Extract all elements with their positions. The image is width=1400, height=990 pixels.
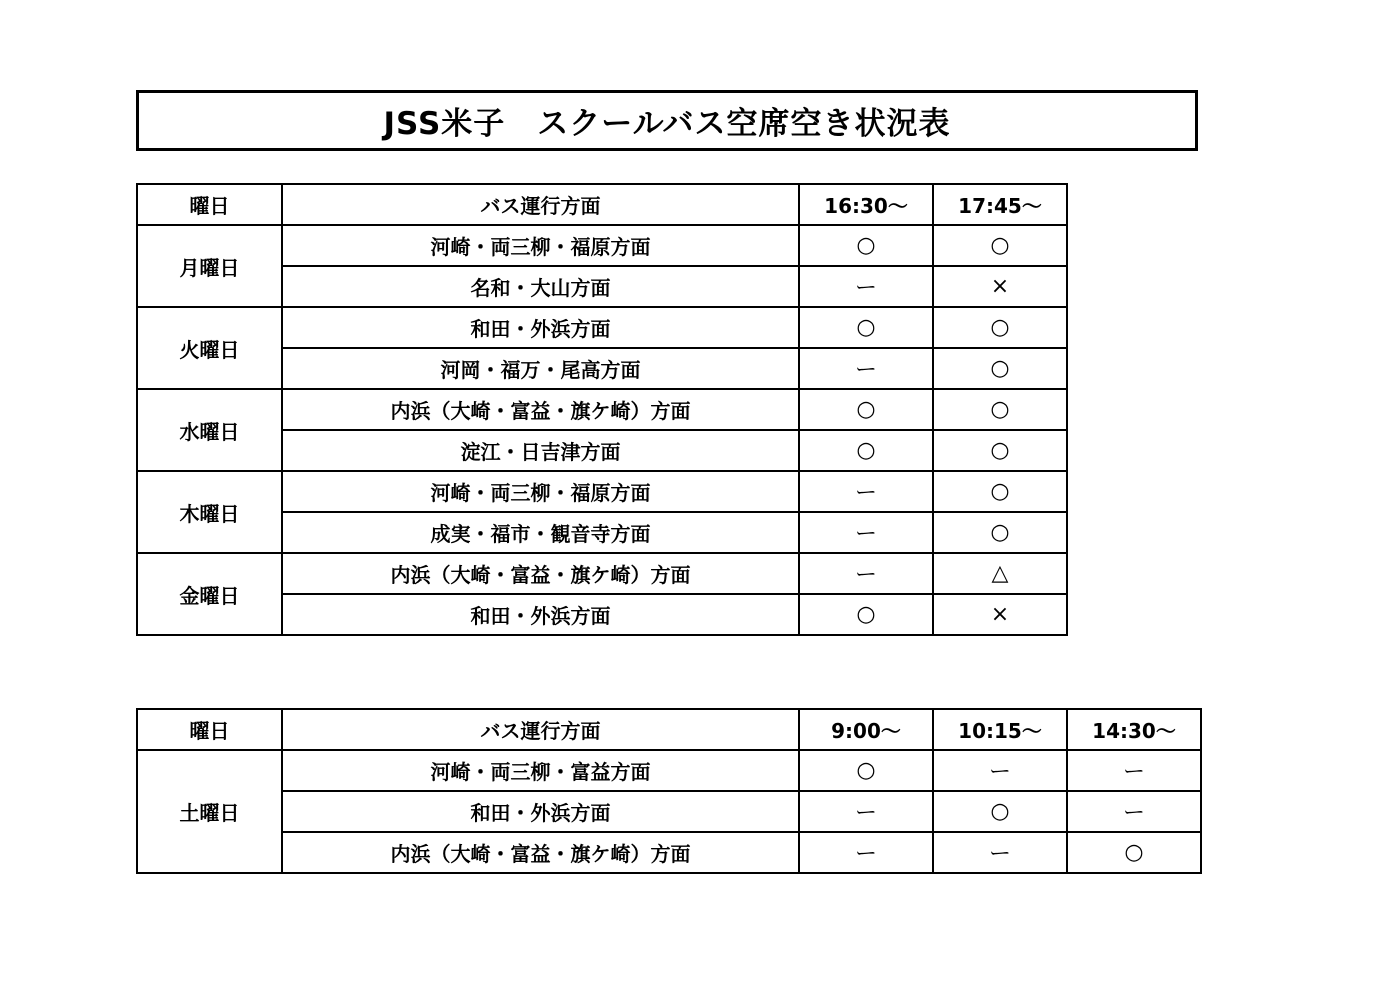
availability-mark: ー (1067, 750, 1201, 791)
availability-mark: ー (799, 791, 933, 832)
availability-mark: ー (799, 266, 933, 307)
table-row (137, 307, 1067, 348)
availability-mark: ー (799, 832, 933, 873)
column-header: バス運行方面 (282, 709, 799, 750)
route-cell: 和田・外浜方面 (282, 307, 799, 348)
route-cell: 河岡・福万・尾高方面 (282, 348, 799, 389)
availability-mark: ○ (933, 430, 1067, 471)
table-row (137, 553, 1067, 594)
saturday-table-body (137, 709, 1201, 873)
saturday-schedule-table (136, 708, 1202, 874)
column-header: 9:00～ (799, 709, 933, 750)
route-cell: 内浜（大崎・富益・旗ケ崎）方面 (282, 553, 799, 594)
availability-mark: ○ (799, 225, 933, 266)
header-row (137, 709, 1201, 750)
route-cell: 淀江・日吉津方面 (282, 430, 799, 471)
table-row (137, 389, 1067, 430)
route-cell: 河崎・両三柳・福原方面 (282, 225, 799, 266)
route-cell: 河崎・両三柳・富益方面 (282, 750, 799, 791)
day-cell: 水曜日 (137, 389, 282, 471)
route-cell: 河崎・両三柳・福原方面 (282, 471, 799, 512)
availability-mark: ○ (799, 750, 933, 791)
route-cell: 名和・大山方面 (282, 266, 799, 307)
availability-mark: ー (933, 750, 1067, 791)
day-cell: 月曜日 (137, 225, 282, 307)
column-header: 17:45～ (933, 184, 1067, 225)
day-cell: 土曜日 (137, 750, 282, 873)
availability-mark: ○ (933, 791, 1067, 832)
route-cell: 成実・福市・観音寺方面 (282, 512, 799, 553)
header-row (137, 184, 1067, 225)
route-cell: 和田・外浜方面 (282, 594, 799, 635)
availability-mark: ○ (799, 307, 933, 348)
table-row (137, 750, 1201, 791)
availability-mark: ○ (933, 512, 1067, 553)
availability-mark: ー (799, 348, 933, 389)
availability-mark: ○ (799, 389, 933, 430)
availability-mark: ○ (933, 225, 1067, 266)
table-row (137, 225, 1067, 266)
availability-mark: × (933, 266, 1067, 307)
column-header: 曜日 (137, 184, 282, 225)
column-header: 14:30～ (1067, 709, 1201, 750)
availability-mark: ○ (1067, 832, 1201, 873)
availability-mark: ○ (799, 594, 933, 635)
availability-mark: × (933, 594, 1067, 635)
route-cell: 和田・外浜方面 (282, 791, 799, 832)
availability-mark: ○ (933, 307, 1067, 348)
table-row (137, 471, 1067, 512)
availability-mark: ー (799, 471, 933, 512)
availability-mark: ○ (933, 348, 1067, 389)
availability-mark: ○ (933, 389, 1067, 430)
availability-mark: ー (1067, 791, 1201, 832)
table-row (137, 791, 1201, 832)
column-header: 10:15～ (933, 709, 1067, 750)
availability-mark: ○ (799, 430, 933, 471)
availability-mark: ー (799, 553, 933, 594)
column-header: 曜日 (137, 709, 282, 750)
weekday-schedule-table (136, 183, 1068, 636)
day-cell: 金曜日 (137, 553, 282, 635)
day-cell: 木曜日 (137, 471, 282, 553)
column-header: 16:30～ (799, 184, 933, 225)
page-title: JSS米子 スクールバス空席空き状況表 (136, 90, 1198, 151)
column-header: バス運行方面 (282, 184, 799, 225)
table-row (137, 832, 1201, 873)
availability-mark: ○ (933, 471, 1067, 512)
availability-mark: ー (933, 832, 1067, 873)
availability-mark: ー (799, 512, 933, 553)
route-cell: 内浜（大崎・富益・旗ケ崎）方面 (282, 389, 799, 430)
route-cell: 内浜（大崎・富益・旗ケ崎）方面 (282, 832, 799, 873)
day-cell: 火曜日 (137, 307, 282, 389)
availability-mark: △ (933, 553, 1067, 594)
weekday-table-body (137, 184, 1067, 635)
